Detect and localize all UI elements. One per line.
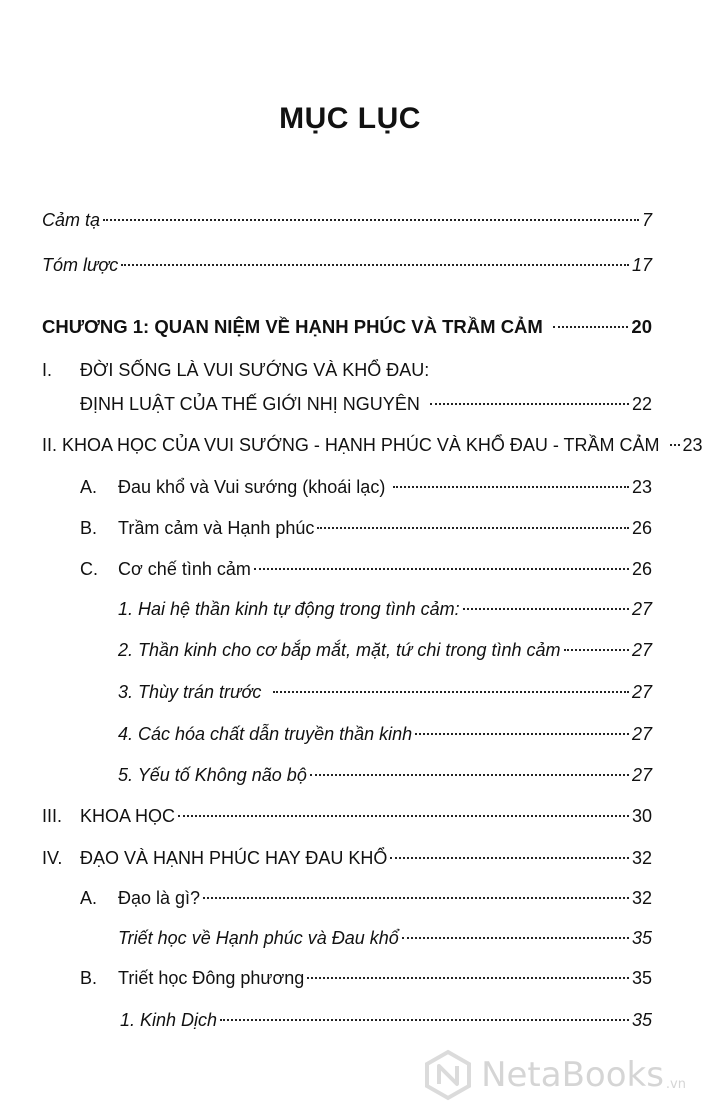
dot-leader	[553, 326, 629, 328]
dot-leader	[390, 857, 629, 859]
dot-leader	[178, 815, 629, 817]
toc-entry	[42, 846, 652, 870]
dot-leader	[317, 527, 629, 529]
toc-entry-label: Đau khổ và Vui sướng (khoái lạc)	[118, 477, 386, 497]
dot-leader	[103, 219, 639, 221]
netabooks-logo-icon	[423, 1050, 473, 1100]
toc-entry-number: C.	[80, 559, 98, 579]
toc-entry-number: IV.	[42, 848, 63, 868]
toc-entry-page: 27	[631, 724, 652, 744]
toc-entry-label: Trầm cảm và Hạnh phúc	[118, 518, 315, 538]
dot-leader	[310, 774, 629, 776]
dot-leader	[402, 937, 629, 939]
toc-entry-page: 35	[631, 928, 652, 948]
toc-entry-number: B.	[80, 968, 98, 988]
watermark	[423, 1050, 686, 1100]
toc-entry-page: 23	[682, 435, 703, 455]
dot-leader	[670, 444, 680, 446]
toc-entry	[42, 433, 703, 457]
toc-entry-page: 27	[631, 765, 652, 785]
toc-entry-page: 30	[631, 806, 652, 826]
toc-entry	[80, 557, 652, 581]
toc-entry-label: Cơ chế tình cảm	[118, 559, 251, 579]
toc-entry-label: 3. Thùy trán trước	[118, 682, 262, 702]
toc-entry-page: 26	[631, 559, 652, 579]
dot-leader	[254, 568, 629, 570]
dot-leader	[393, 486, 629, 488]
toc-entry-number: I.	[42, 360, 53, 380]
toc-entry-number: A.	[80, 888, 98, 908]
toc-entry-page: 26	[631, 518, 652, 538]
toc-entry	[120, 1008, 652, 1032]
watermark-suffix: .vn	[665, 1077, 686, 1092]
toc-entry-label: 1. Kinh Dịch	[120, 1010, 218, 1030]
toc-entry-label: 2. Thần kinh cho cơ bắp mắt, mặt, tứ chi trong tình cảm	[118, 640, 561, 660]
toc-entry-label: 5. Yếu tố Không não bộ	[118, 765, 307, 785]
toc-entry-page: 35	[631, 1010, 652, 1030]
dot-leader	[415, 733, 629, 735]
toc-entry	[80, 475, 652, 499]
dot-leader	[564, 649, 629, 651]
dot-leader	[307, 977, 629, 979]
toc-entry-label: Đạo là gì?	[118, 888, 201, 908]
toc-entry-page: 35	[631, 968, 652, 988]
toc-entry-page: 20	[631, 316, 652, 337]
toc-entry-label: ĐỊNH LUẬT CỦA THẾ GIỚI NHỊ NGUYÊN	[80, 394, 420, 414]
dot-leader	[463, 608, 629, 610]
toc-entry	[118, 722, 652, 746]
toc-entry-page: 32	[631, 848, 652, 868]
toc-entry-page: 23	[631, 477, 652, 497]
toc-entry	[80, 886, 652, 910]
toc-entry-number: A.	[80, 477, 98, 497]
toc-entry-page: 22	[631, 394, 652, 414]
toc-entry	[118, 638, 652, 662]
toc-entry	[118, 926, 652, 950]
toc-entry-page: 32	[631, 888, 652, 908]
toc-entry	[118, 763, 652, 787]
toc-entry	[118, 597, 652, 621]
toc-entry	[42, 253, 652, 277]
toc-chapter	[42, 315, 652, 339]
toc-entry-number: B.	[80, 518, 98, 538]
dot-leader	[220, 1019, 629, 1021]
toc-entry	[42, 804, 652, 828]
toc-entry	[80, 392, 652, 416]
toc-entry	[80, 516, 652, 540]
toc-entry	[42, 208, 652, 232]
toc-entry-page: 27	[631, 640, 652, 660]
toc-entry-number: III.	[42, 806, 63, 826]
toc-entry-label: Triết học về Hạnh phúc và Đau khổ	[118, 928, 399, 948]
toc-entry-label: Tóm lược	[42, 255, 119, 275]
dot-leader	[121, 264, 629, 266]
toc-entry-label: ĐỜI SỐNG LÀ VUI SƯỚNG VÀ KHỔ ĐAU:	[80, 360, 430, 380]
dot-leader	[203, 897, 629, 899]
toc-entry-label: Triết học Đông phương	[118, 968, 305, 988]
toc-entry-label: II. KHOA HỌC CỦA VUI SƯỚNG - HẠNH PHÚC VÀ KHỔ ĐAU - TRẦM CẢM	[42, 435, 660, 455]
page-title: MỤC LỤC	[279, 102, 421, 135]
watermark-brand: NetaBooks	[481, 1055, 664, 1095]
toc-entry-page: 7	[641, 210, 652, 230]
toc-entry	[42, 358, 652, 382]
toc-entry	[118, 680, 652, 704]
toc-entry-label: Cảm tạ	[42, 210, 101, 230]
toc-entry-label: 1. Hai hệ thần kinh tự động trong tình cảm:	[118, 599, 460, 619]
toc-entry-label: CHƯƠNG 1: QUAN NIỆM VỀ HẠNH PHÚC VÀ TRẦM CẢM	[42, 316, 543, 337]
toc-entry-label: 4. Các hóa chất dẫn truyền thần kinh	[118, 724, 413, 744]
toc-entry-page: 27	[631, 682, 652, 702]
toc-entry-label: KHOA HỌC	[80, 806, 176, 826]
toc-entry	[80, 966, 652, 990]
toc-entry-page: 17	[631, 255, 652, 275]
toc-entry-page: 27	[631, 599, 652, 619]
dot-leader	[430, 403, 629, 405]
toc-entry-label: ĐẠO VÀ HẠNH PHÚC HAY ĐAU KHỔ	[80, 848, 388, 868]
dot-leader	[273, 691, 629, 693]
